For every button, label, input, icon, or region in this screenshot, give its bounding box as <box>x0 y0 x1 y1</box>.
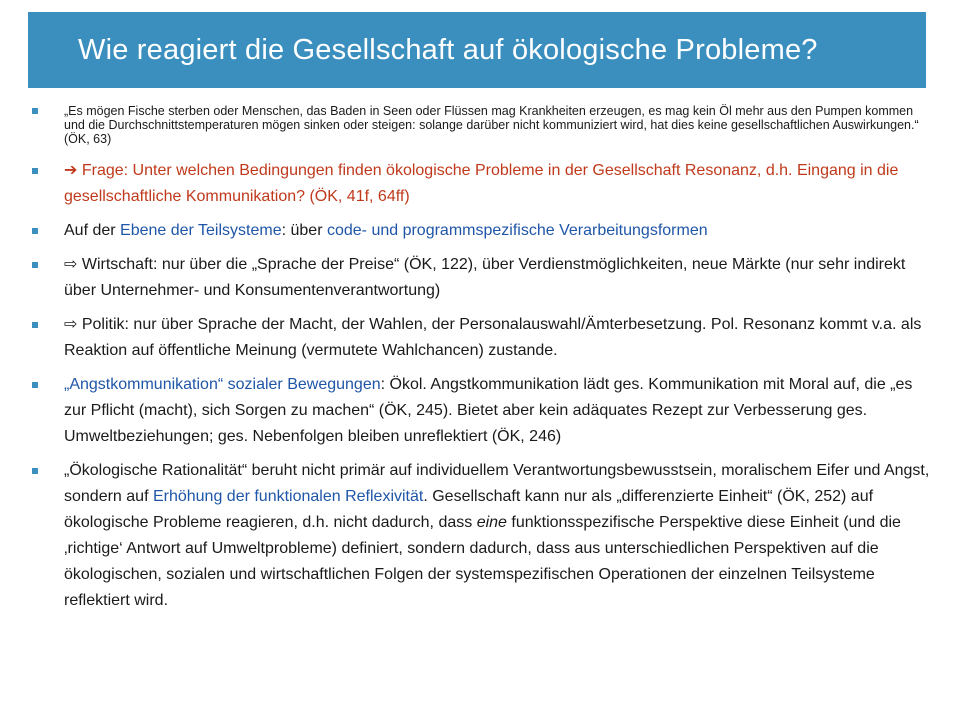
quote-text: „Es mögen Fische sterben oder Menschen, das Baden in Seen oder Flüssen mag Krankheiten erzeugen, es mag kein Öl mehr aus den Pumpen kommen und die Durchschnittstemperaturen mögen sinken oder steigen: solange darüber nicht kommuniziert wird, hat dies keine gesellschaftlichen Auswirkungen.“ (ÖK, 63) <box>64 104 919 146</box>
bullet-rationalitaet <box>30 458 930 614</box>
arrow-right-icon: ➔ <box>64 162 78 179</box>
wirtschaft-text: ⇨ Wirtschaft: nur über die „Sprache der Preise“ (ÖK, 122), über Verdienstmöglichkeiten, neue Märkte (nur sehr indirekt über Unternehmer- und Konsumentenverantwortung) <box>64 256 906 299</box>
ebene-highlight-teilsysteme: Ebene der Teilsysteme <box>120 222 282 239</box>
bullet-square-icon <box>32 108 38 114</box>
slide-title: Wie reagiert die Gesellschaft auf ökologische Probleme? <box>78 33 818 66</box>
bullet-square-icon <box>32 322 38 328</box>
bullet-square-icon <box>32 382 38 388</box>
frage-text: Frage: Unter welchen Bedingungen finden ökologische Probleme in der Gesellschaft Resonanz, d.h. Eingang in die gesellschaftliche Kommunikation? (ÖK, 41f, 64ff) <box>64 162 899 205</box>
bullet-list <box>30 104 930 622</box>
angst-highlight: „Angstkommunikation“ sozialer Bewegungen <box>64 376 381 393</box>
rationalitaet-emphasis: eine <box>476 514 507 531</box>
politik-text: ⇨ Politik: nur über Sprache der Macht, der Wahlen, der Personalauswahl/Ämterbesetzung. Pol. Resonanz kommt v.a. als Reaktion auf öffentliche Meinung (vermutete Wahlchancen) zustande. <box>64 316 922 359</box>
bullet-frage <box>30 158 930 210</box>
angst-text: : Ökol. Angstkommunikation lädt ges. Kommunikation mit Moral auf, die „es zur Pflicht (macht), sich Sorgen zu machen“ (ÖK, 245). Bietet aber kein adäquates Rezept zur Verbesserung ges. Umweltbeziehungen; ges. Nebenfolgen bleiben unreflektiert (ÖK, 246) <box>64 376 913 445</box>
rationalitaet-highlight: Erhöhung der funktionalen Reflexivität <box>152 488 424 505</box>
bullet-quote <box>30 104 930 146</box>
bullet-square-icon <box>32 468 38 474</box>
bullet-ebene <box>30 218 930 244</box>
rationalitaet-part2: . Gesellschaft kann nur als „differenzierte Einheit“ (ÖK, 252) auf ökologische Probleme reagieren, d.h. nicht dadurch, dass <box>64 488 874 531</box>
rationalitaet-part1: „Ökologische Rationalität“ beruht nicht primär auf individuellem Verantwortungsbewusstsein, moralischem Eifer und Angst, sondern auf <box>64 462 930 505</box>
title-bar <box>28 12 926 88</box>
bullet-square-icon <box>32 228 38 234</box>
ebene-middle: : über <box>281 222 327 239</box>
rationalitaet-part3: funktionsspezifische Perspektive diese Einheit (und die ‚richtige‘ Antwort auf Umweltprobleme) definiert, sondern dadurch, dass aus unterschiedlichen Perspektiven auf die ökologischen, sozialen und wirtschaftlichen Folgen der systemspezifischen Operationen der einzelnen Teilsysteme reflektiert wird. <box>64 514 901 609</box>
bullet-angst <box>30 372 930 450</box>
bullet-wirtschaft <box>30 252 930 304</box>
bullet-politik <box>30 312 930 364</box>
ebene-prefix: Auf der <box>64 222 121 239</box>
bullet-square-icon <box>32 262 38 268</box>
bullet-square-icon <box>32 168 38 174</box>
ebene-highlight-verarbeitung: code- und programmspezifische Verarbeitungsformen <box>326 222 708 239</box>
